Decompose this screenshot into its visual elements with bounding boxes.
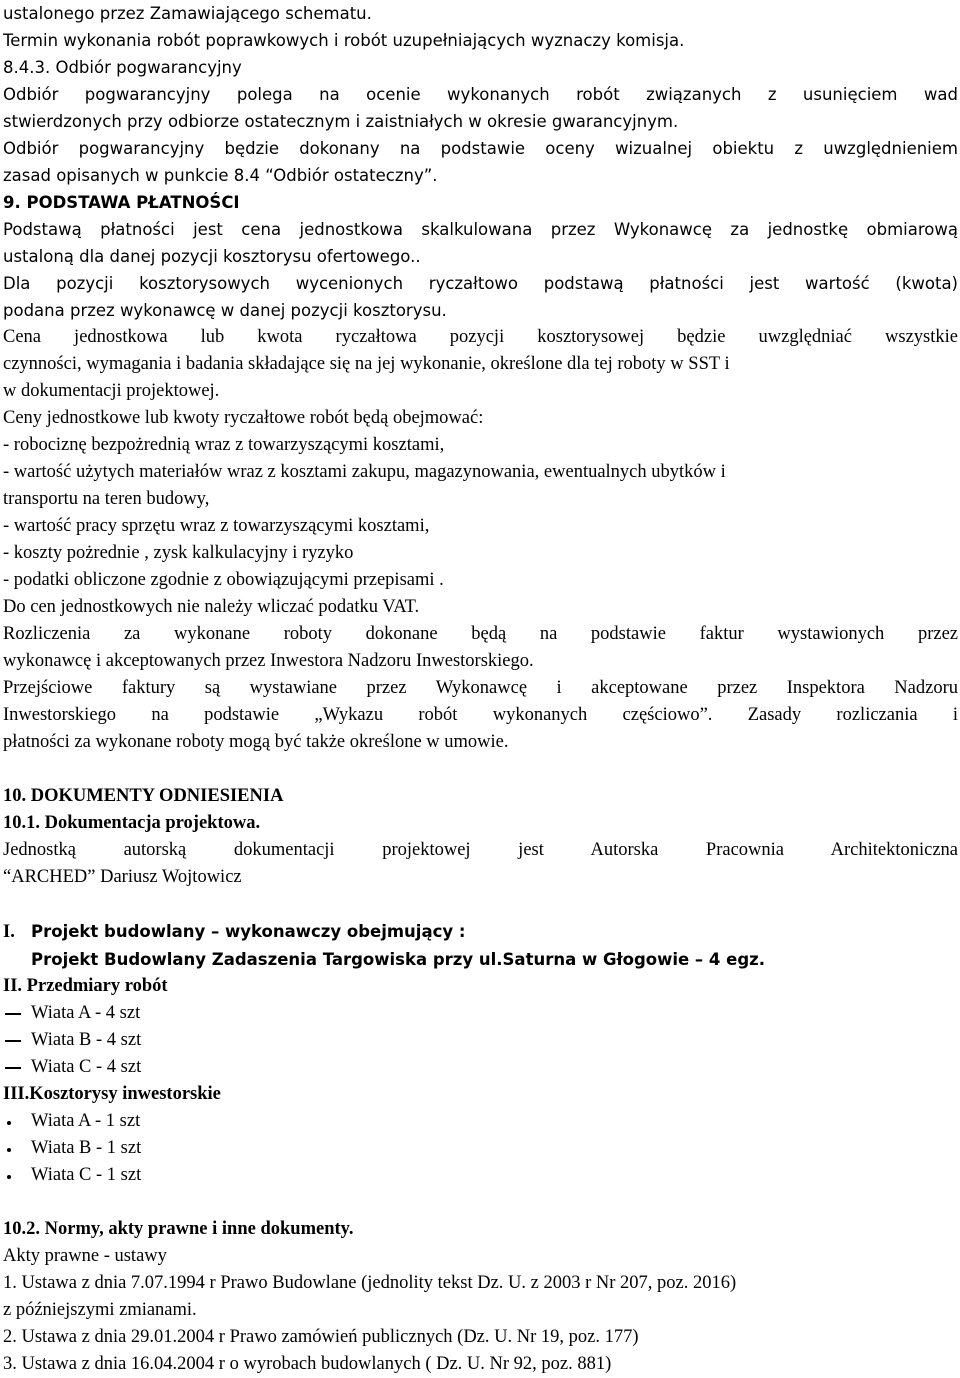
- paragraph-line: Przejściowe faktury są wystawiane przez Wykonawcę i akceptowane przez Inspektora Nadzoru: [3, 678, 958, 698]
- paragraph-line: podana przez wykonawcę w danej pozycji kosztorysu.: [3, 301, 447, 320]
- subsection-title: 10.2. Normy, akty prawne i inne dokumenty.: [3, 1219, 354, 1239]
- list-item: Wiata B - 4 szt: [3, 1027, 958, 1054]
- paragraph-line: płatności za wykonane roboty mogą być także określone w umowie.: [3, 732, 509, 752]
- paragraph-line: “ARCHED” Dariusz Wojtowicz: [3, 867, 242, 887]
- list-item: 2. Ustawa z dnia 29.01.2004 r Prawo zamówień publicznych (Dz. U. Nr 19, poz. 177): [3, 1327, 639, 1347]
- list-item: - wartość pracy sprzętu wraz z towarzyszącymi kosztami,: [3, 516, 430, 536]
- spacer: [3, 1189, 958, 1216]
- list-item: - koszty pożrednie , zysk kalkulacyjny i ryzyko: [3, 543, 354, 563]
- list-item: Wiata A - 1 szt: [3, 1108, 958, 1135]
- paragraph-line: Inwestorskiego na podstawie „Wykazu robót wykonanych częściowo”. Zasady rozliczania i: [3, 705, 958, 725]
- paragraph-line: Akty prawne - ustawy: [3, 1246, 167, 1266]
- list-item: Wiata A - 4 szt: [3, 1000, 958, 1027]
- paragraph-line: ustaloną dla danej pozycji kosztorysu ofertowego..: [3, 247, 421, 266]
- list-item: 3. Ustawa z dnia 16.04.2004 r o wyrobach budowlanych ( Dz. U. Nr 92, poz. 881): [3, 1354, 612, 1374]
- list-heading-text: Projekt budowlany – wykonawczy obejmujący :: [31, 922, 466, 941]
- paragraph-line: stwierdzonych przy odbiorze ostatecznym i zaistniałych w okresie gwarancyjnym.: [3, 112, 679, 131]
- paragraph-line: Odbiór pogwarancyjny będzie dokonany na podstawie oceny wizualnej obiektu z uwzględnieniem: [3, 139, 958, 158]
- list-item: Wiata C - 1 szt: [3, 1162, 958, 1189]
- paragraph-line: Podstawą płatności jest cena jednostkowa skalkulowana przez Wykonawcę za jednostkę obmiarową: [3, 220, 958, 239]
- list-heading-i: [3, 918, 958, 946]
- paragraph-line: czynności, wymagania i badania składające się na jej wykonanie, określone dla tej roboty w SST i: [3, 354, 730, 374]
- list-item: - wartość użytych materiałów wraz z kosztami zakupu, magazynowania, ewentualnych ubytków i: [3, 462, 726, 482]
- list-item: - podatki obliczone zgodnie z obowiązującymi przepisami .: [3, 570, 444, 590]
- paragraph-line: wykonawcę i akceptowanych przez Inwestora Nadzoru Inwestorskiego.: [3, 651, 534, 671]
- paragraph-line: Cena jednostkowa lub kwota ryczałtowa pozycji kosztorysowej będzie uwzględniać wszystkie: [3, 327, 958, 347]
- list-item: Wiata B - 1 szt: [3, 1135, 958, 1162]
- paragraph-line: Odbiór pogwarancyjny polega na ocenie wykonanych robót związanych z usunięciem wad: [3, 85, 958, 104]
- spacer: [3, 756, 958, 783]
- list-item-continuation: transportu na teren budowy,: [3, 489, 210, 509]
- list-item-continuation: z późniejszymi zmianami.: [3, 1300, 197, 1320]
- list-item: - robociznę bezpożrednią wraz z towarzyszącymi kosztami,: [3, 435, 445, 455]
- paragraph-line: Ceny jednostkowe lub kwoty ryczałtowe robót będą obejmować:: [3, 408, 484, 428]
- spacer: [3, 891, 958, 918]
- list-number: I.: [3, 922, 15, 942]
- paragraph-line: Rozliczenia za wykonane roboty dokonane będą na podstawie faktur wystawionych przez: [3, 624, 958, 644]
- paragraph-line: zasad opisanych w punkcie 8.4 “Odbiór ostateczny”.: [3, 166, 438, 185]
- section-heading: 10. DOKUMENTY ODNIESIENIA: [3, 786, 284, 806]
- text-line: ustalonego przez Zamawiającego schematu.: [3, 4, 372, 23]
- section-heading: 9. PODSTAWA PŁATNOŚCI: [3, 193, 240, 212]
- subsection-title: 8.4.3. Odbiór pogwarancyjny: [3, 58, 242, 77]
- list-heading-ii: II. Przedmiary robót: [3, 976, 168, 996]
- list-subitem: Projekt Budowlany Zadaszenia Targowiska przy ul.Saturna w Głogowie – 4 egz.: [31, 950, 766, 969]
- list-heading-iii: III.Kosztorysy inwestorskie: [3, 1084, 221, 1104]
- subsection-title: 10.1. Dokumentacja projektowa.: [3, 813, 261, 833]
- list-item: Wiata C - 4 szt: [3, 1054, 958, 1081]
- paragraph-line: Do cen jednostkowych nie należy wliczać podatku VAT.: [3, 597, 420, 617]
- text-line: Termin wykonania robót poprawkowych i robót uzupełniających wyznaczy komisja.: [3, 31, 685, 50]
- paragraph-line: w dokumentacji projektowej.: [3, 381, 220, 401]
- list-item: 1. Ustawa z dnia 7.07.1994 r Prawo Budowlane (jednolity tekst Dz. U. z 2003 r Nr 207, poz. 2016): [3, 1273, 737, 1293]
- paragraph-line: Dla pozycji kosztorysowych wycenionych ryczałtowo podstawą płatności jest wartość (kwota): [3, 274, 958, 293]
- paragraph-line: Jednostką autorską dokumentacji projektowej jest Autorska Pracownia Architektoniczna: [3, 840, 958, 860]
